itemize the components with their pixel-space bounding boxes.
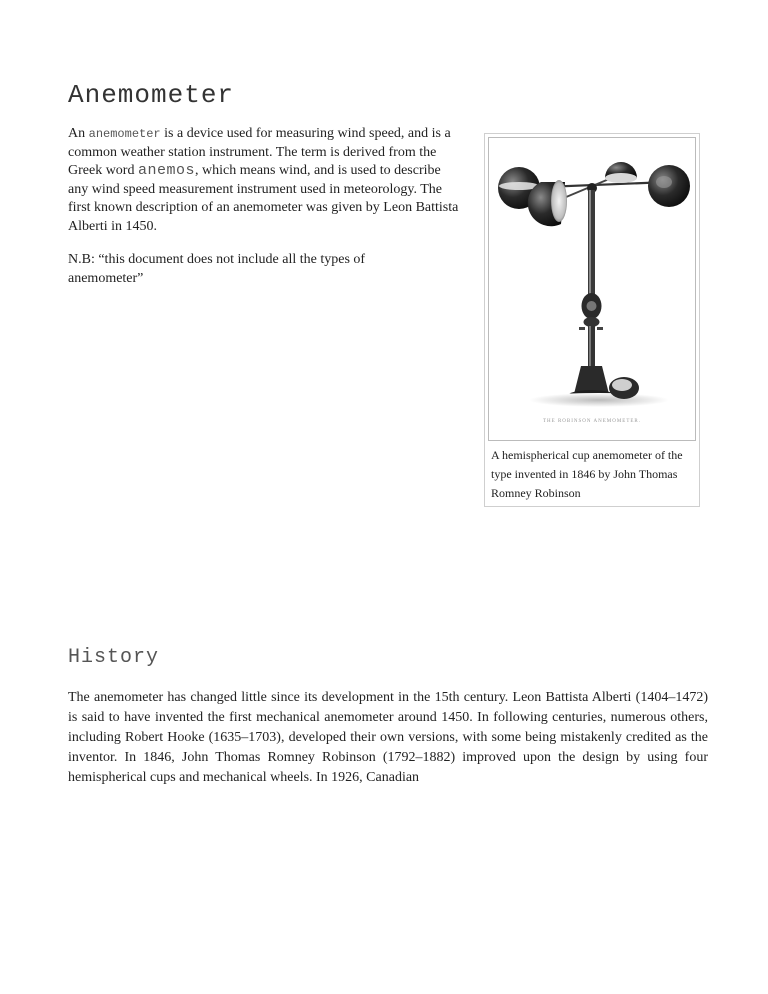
page-title: Anemometer: [68, 80, 235, 110]
intro-text-middle: is a device used for measuring wind speed, and is a common weather station instrument. The term is derived from the Greek word: [68, 126, 451, 179]
figure-box: [484, 133, 700, 507]
support-column: [568, 190, 616, 402]
detached-cup: [609, 377, 639, 399]
intro-text-end: , which means wind, and is used to describe any wind speed measurement instrument used in meteorology. The first known description of an anemometer was given by Leon Battista Alberti in 1450.: [68, 163, 459, 234]
term-anemometer: anemometer: [88, 127, 161, 141]
cup-back-middle: [605, 162, 637, 183]
intro-paragraph: [68, 125, 460, 237]
ground-shadow: [529, 393, 669, 407]
history-heading: History: [68, 646, 160, 669]
figure-caption: A hemispherical cup anemometer of the type invented in 1846 by John Thomas Romney Robinson: [491, 448, 683, 500]
anemometer-illustration: [489, 138, 695, 440]
note-paragraph: N.B: “this document does not include all the types of anemometer”: [68, 252, 366, 286]
intro-text-start: An: [68, 126, 89, 141]
anemometer-photo: [488, 137, 696, 441]
cup-far-right: [648, 165, 690, 207]
history-paragraph: The anemometer has changed little since its development in the 15th century. Leon Battista Alberti (1404–1472) is said to have invented the first mechanical anemometer around 1450. In following centuries, numerous others, including Robert Hooke (1635–1703), developed their own versions, with some being mistakenly credited as the inventor. In 1846, John Thomas Romney Robinson (1792–1882) improved upon the design by using four hemispherical cups and mechanical wheels. In 1926, Canadian: [68, 690, 708, 785]
plate-caption: THE ROBINSON ANEMOMETER.: [542, 419, 642, 424]
greek-word-anemos: anemos: [137, 162, 195, 180]
